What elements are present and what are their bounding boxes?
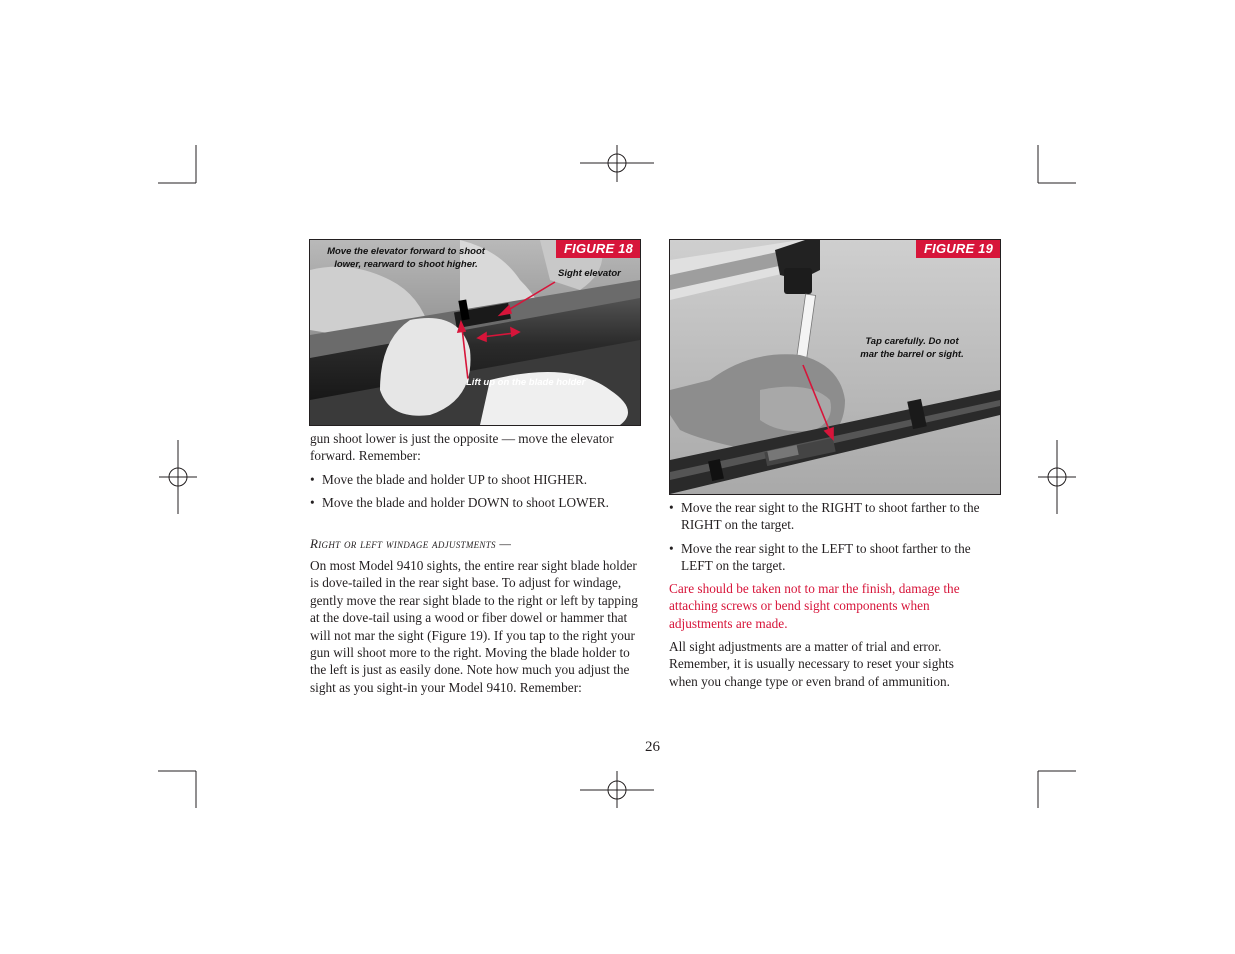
left-column-intro [310,430,642,465]
left-column-bullets [310,471,645,512]
windage-heading: Right or left windage adjustments — [310,536,512,551]
windage-tap-illustration [670,240,1000,494]
warning-paragraph: Care should be taken not to mar the finish, damage the attaching screws or bend sight components when adjustments are made. [669,581,960,631]
figure-18-photo [309,239,641,426]
callout-tap-carefully [842,336,982,361]
callout-lift-blade: Lift up on the blade holder [466,377,586,388]
figure-19-label: FIGURE 19 [916,240,1000,258]
callout-sight-elevator: Sight elevator [558,268,621,279]
figure-18-label: FIGURE 18 [556,240,640,258]
list-item: • Move the blade and holder DOWN to shoot LOWER. [310,494,645,511]
list-item: • Move the rear sight to the RIGHT to shoot farther to the RIGHT on the target. [669,499,1001,534]
callout-tap-line-2: mar the barrel or sight. [860,348,964,360]
right-column-bullets [669,499,1001,575]
callout-tap-line-1: Tap carefully. Do not [865,336,959,347]
intro-paragraph: gun shoot lower is just the opposite — move the elevator forward. Remember: [310,431,614,464]
page-number: 26 [645,739,660,755]
registration-mark-bottom [580,771,654,808]
list-item: • Move the blade and holder UP to shoot HIGHER. [310,471,645,488]
registration-mark-top [580,145,654,182]
list-item: • Move the rear sight to the LEFT to shoot farther to the LEFT on the target. [669,540,1001,575]
figure-19-photo [669,239,1001,495]
closing-paragraph: All sight adjustments are a matter of trial and error. Remember, it is usually necessary to reset your sights when you change type or even brand of ammunition. [669,639,954,689]
callout-elevator-move: Move the elevator forward to shoot lower, rearward to shoot higher. [327,246,485,270]
registration-mark-left [159,440,197,514]
windage-paragraph: On most Model 9410 sights, the entire rear sight blade holder is dove-tailed in the rear sight base. To adjust for windage, gently move the rear sight blade to the right or left by tapping at the dove-tail using a wood or fiber dowel or hammer that will not mar the sight (Figure 19). If you tap to the right your gun will shoot more to the right. Moving the blade holder to the left is just as easily done. Note how much you adjust the sight as you sight-in your Model 9410. Remember: [310,558,638,695]
registration-mark-right [1038,440,1076,514]
